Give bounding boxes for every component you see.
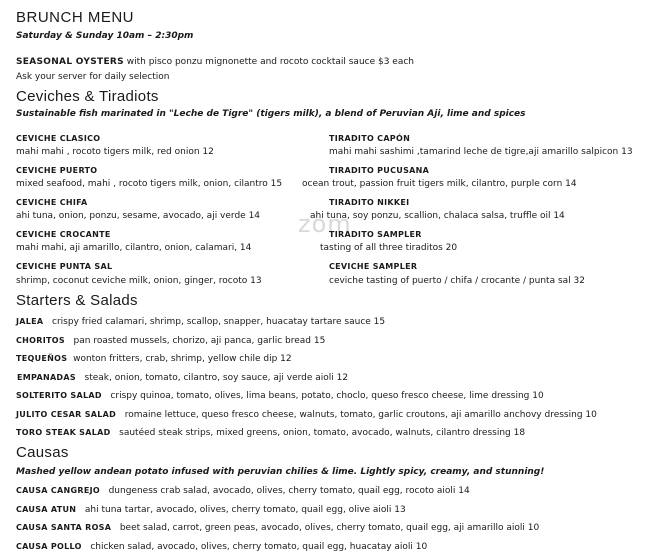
item-name: TIRADITO NIKKEI [329,198,410,207]
item-desc: ocean trout, passion fruit tigers milk, cilantro, purple corn 14 [302,179,577,189]
item-name: CAUSA CANGREJO [16,486,100,495]
item-desc: crispy quinoa, tomato, olives, lima beans, potato, choclo, queso fresco cheese, lime dressing 10 [110,391,544,401]
item-desc: mahi mahi sashimi ,tamarind leche de tigre,aji amarillo salpicon 13 [329,147,633,157]
item-name: JULITO CESAR SALAD [16,410,117,419]
item-desc: crispy fried calamari, shrimp, scallop, snapper, huacatay tartare sauce 15 [52,317,386,327]
list-item [16,317,385,327]
oysters-desc: with pisco ponzu mignonette and rocoto cocktail sauce $3 each [126,57,415,67]
menu-title: BRUNCH MENU [16,9,134,26]
item-desc: steak, onion, tomato, cilantro, soy sauce, aji verde aioli 12 [84,373,349,383]
list-item [16,523,539,533]
item-name: JALEA [16,317,44,326]
list-item [16,336,325,346]
list-item [16,410,597,420]
item-name: CEVICHE SAMPLER [329,262,418,271]
oysters-name: SEASONAL OYSTERS [16,57,124,67]
item-name: CEVICHE PUNTA SAL [16,262,113,271]
section-heading-ceviches: Ceviches & Tiradiots [16,88,159,105]
item-name: CHORITOS [16,336,65,345]
item-name: TIRADITO PUCUSANA [329,166,430,175]
causas-subtitle: Mashed yellow andean potato infused with peruvian chilies & lime. Lightly spicy, creamy, and stunning! [16,467,545,477]
item-desc: pan roasted mussels, chorizo, aji panca, garlic bread 15 [73,336,326,346]
item-name: TEQUEÑOS [16,354,68,363]
item-desc: wonton fritters, crab, shrimp, yellow chile dip 12 [73,354,292,364]
item-desc: mahi mahi , rocoto tigers milk, red onion 12 [16,147,214,157]
item-name: CAUSA POLLO [16,542,82,551]
item-name: CEVICHE PUERTO [16,166,98,175]
item-name: SOLTERITO SALAD [16,391,102,400]
item-desc: ahi tuna, soy ponzu, scallion, chalaca salsa, truffle oil 14 [310,211,565,221]
watermark: zom [298,210,352,238]
item-desc: sautéed steak strips, mixed greens, onion, tomato, avocado, walnuts, cilantro dressing 18 [119,428,526,438]
item-desc: ahi tuna, onion, ponzu, sesame, avocado, aji verde 14 [16,211,261,221]
item-name: CAUSA ATUN [16,505,77,514]
item-name: TIRADITO SAMPLER [329,230,422,239]
item-desc: mixed seafood, mahi , rocoto tigers milk, onion, cilantro 15 [16,179,283,189]
oysters-line [16,57,414,67]
list-item [16,542,427,552]
item-desc: shrimp, coconut ceviche milk, onion, ginger, rocoto 13 [16,276,262,286]
item-desc: chicken salad, avocado, olives, cherry tomato, quail egg, huacatay aioli 10 [90,542,428,552]
list-item [16,428,525,438]
item-desc: dungeness crab salad, avocado, olives, cherry tomato, quail egg, rocoto aioli 14 [108,486,470,496]
item-name: EMPANADAS [17,373,76,382]
list-item [16,391,544,401]
item-name: CEVICHE CROCANTE [16,230,111,239]
item-name: CAUSA SANTA ROSA [16,523,112,532]
item-name: TORO STEAK SALAD [16,428,111,437]
section-heading-starters: Starters & Salads [16,292,138,309]
item-name: TIRADITO CAPÓN [329,134,411,143]
item-desc: tasting of all three tiraditos 20 [320,243,458,253]
item-desc: beet salad, carrot, green peas, avocado, olives, cherry tomato, quail egg, aji amarillo aioli 10 [119,523,540,533]
item-desc: mahi mahi, aji amarillo, cilantro, onion, calamari, 14 [16,243,252,253]
list-item [17,373,348,383]
list-item [16,505,406,515]
hours-text: Saturday & Sunday 10am – 2:30pm [16,31,194,41]
list-item [16,354,292,364]
ceviches-subtitle: Sustainable fish marinated in "Leche de Tigre" (tigers milk), a blend of Peruvian Aji, lime and spices [16,109,526,119]
section-heading-causas: Causas [16,444,69,461]
item-desc: romaine lettuce, queso fresco cheese, walnuts, tomato, garlic croutons, aji amarillo anchovy dressing 10 [124,410,597,420]
item-desc: ceviche tasting of puerto / chifa / crocante / punta sal 32 [329,276,585,286]
item-name: CEVICHE CLASICO [16,134,101,143]
item-desc: ahi tuna tartar, avocado, olives, cherry tomato, quail egg, olive aioli 13 [84,505,406,515]
oysters-note: Ask your server for daily selection [16,72,170,82]
list-item [16,486,470,496]
item-name: CEVICHE CHIFA [16,198,88,207]
